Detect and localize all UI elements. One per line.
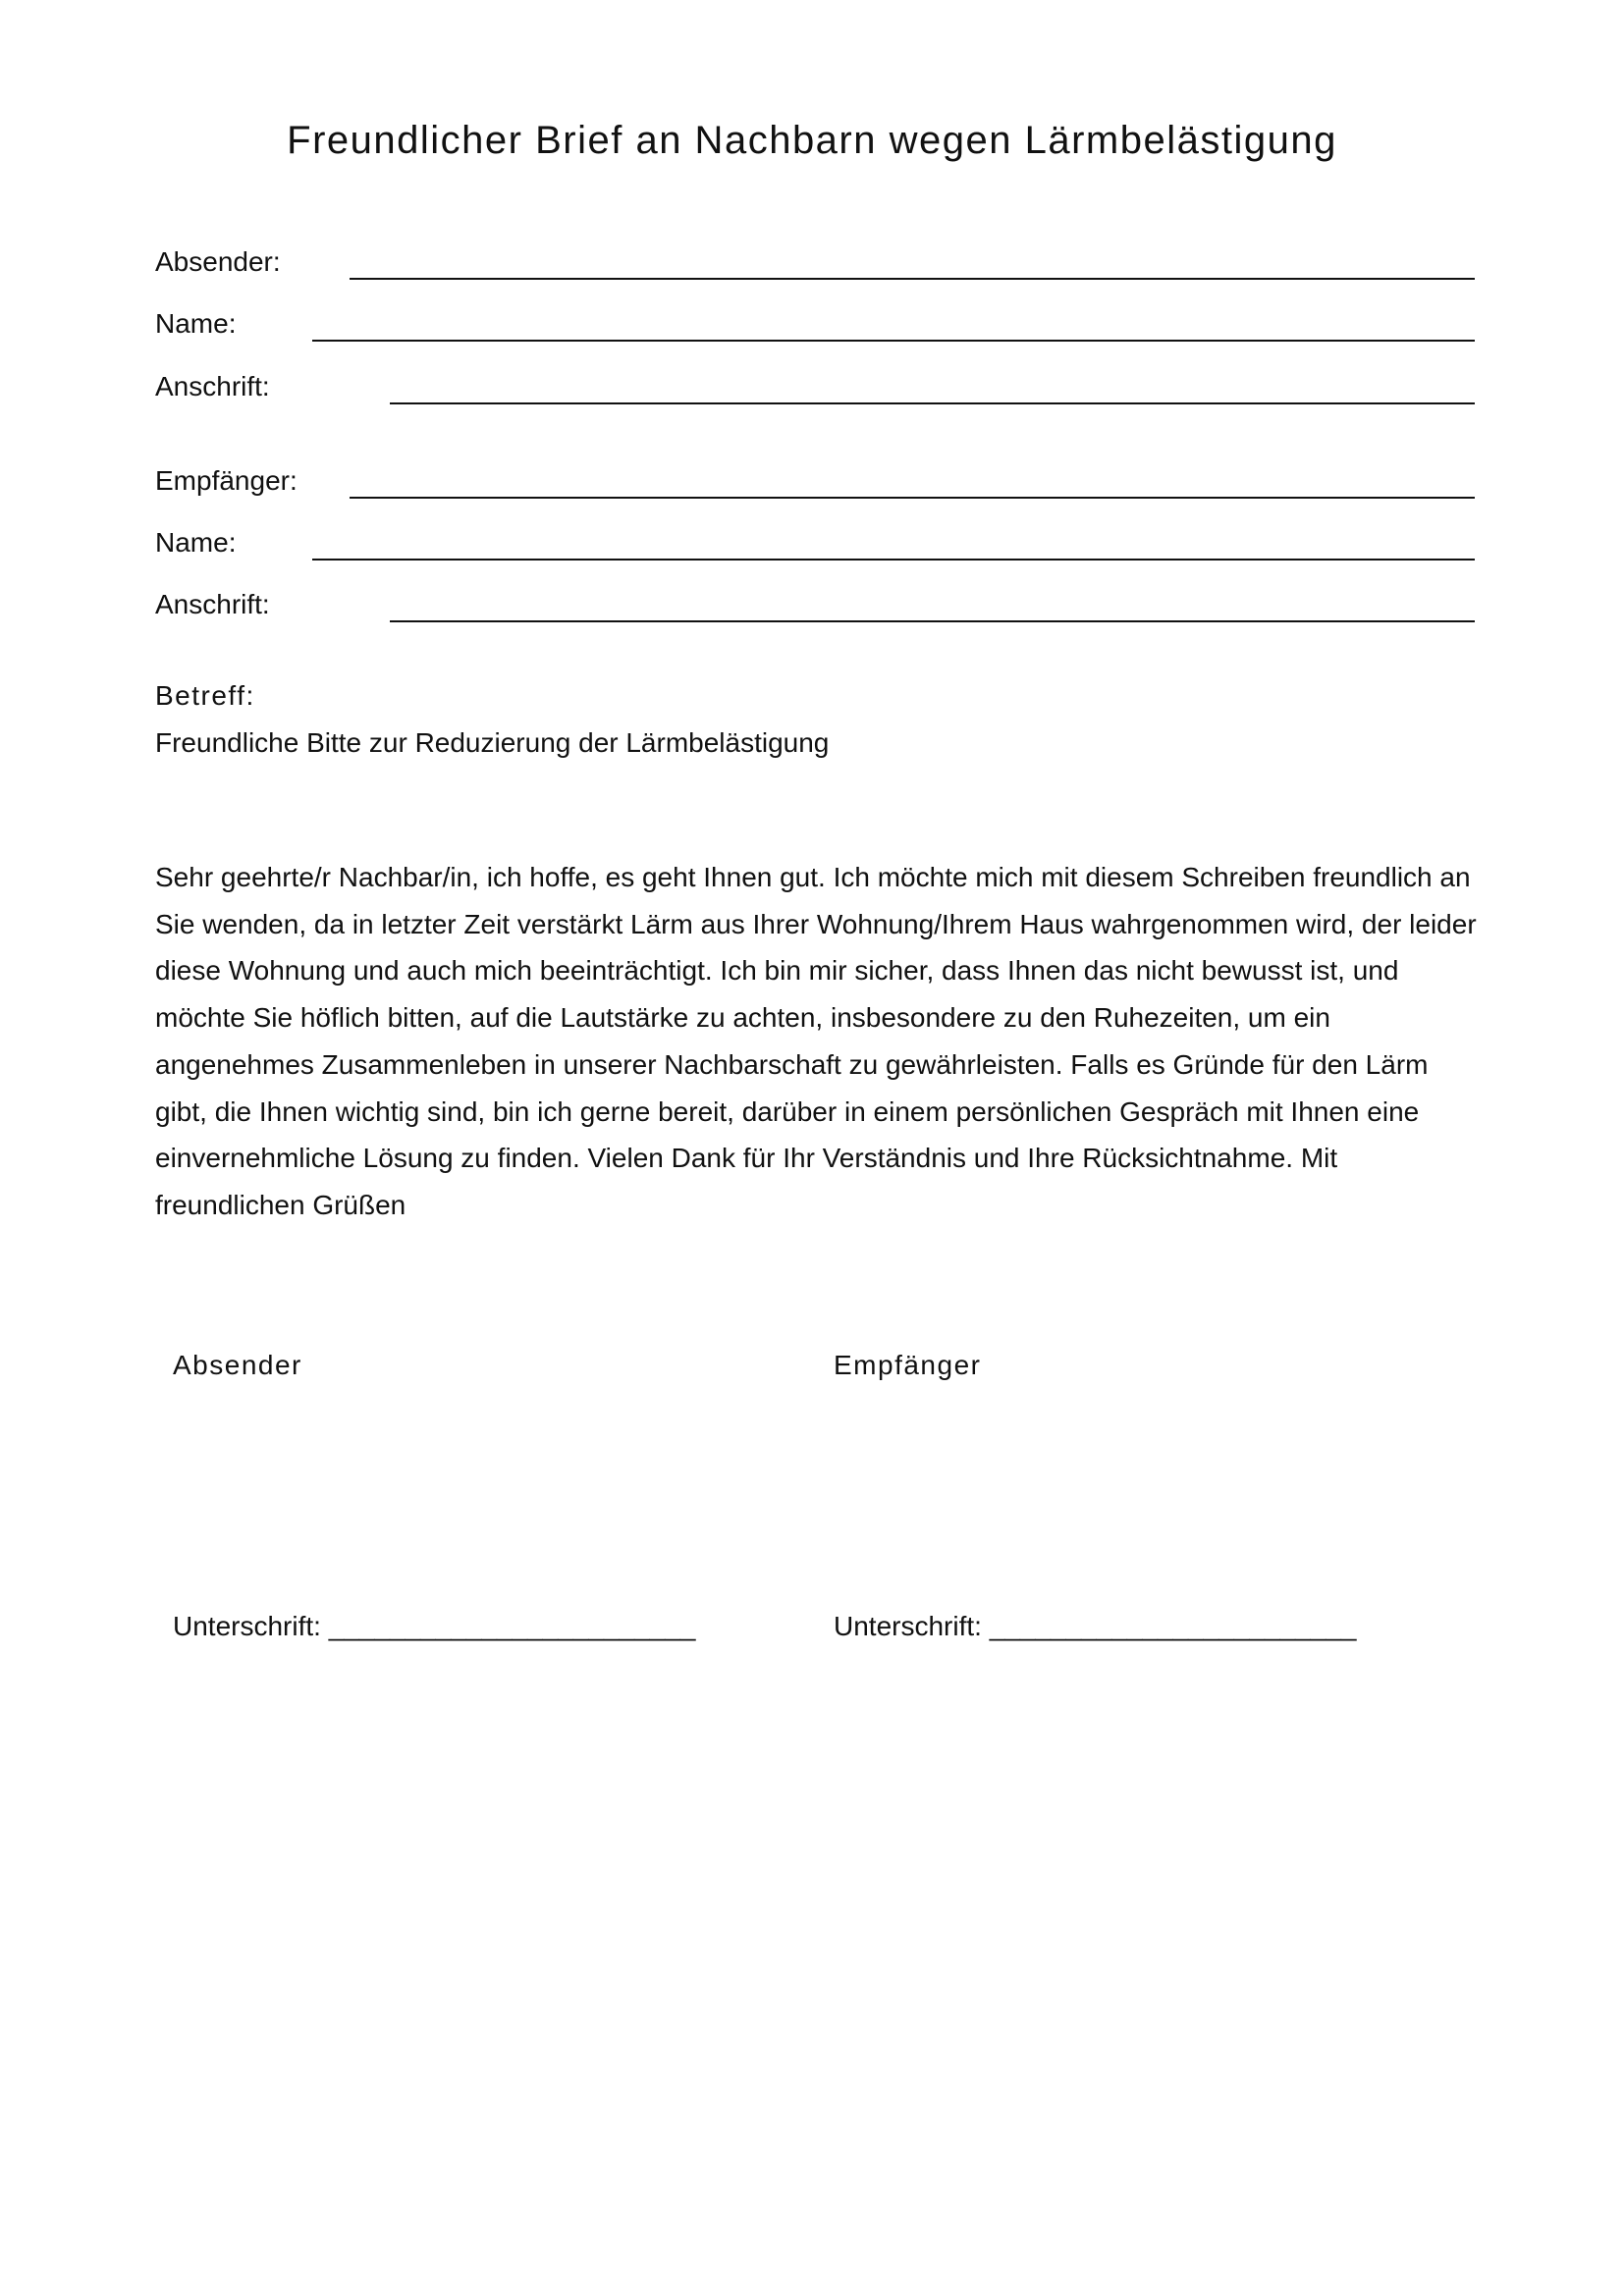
recipient-field-line[interactable] — [350, 497, 1475, 499]
recipient-name-label: Name: — [155, 527, 237, 558]
sender-address-field-line[interactable] — [390, 402, 1475, 404]
sender-name-field-line[interactable] — [312, 340, 1475, 342]
recipient-address-label: Anschrift: — [155, 589, 270, 619]
letter-body: Sehr geehrte/r Nachbar/in, ich hoffe, es geht Ihnen gut. Ich möchte mich mit diesem Schreiben freundlich an Sie wenden, da in letzter Zeit verstärkt Lärm aus Ihrer Wohnung/Ihrem Haus wahrgenommen wird, der leider diese Wohnung und auch mich beeinträchtigt. Ich bin mir sicher, dass Ihnen das nicht bewusst ist, und möchte Sie höflich bitten, auf die Lautstärke zu achten, insbesondere zu den Ruhezeiten, um ein angenehmes Zusammenleben in unserer Nachbarschaft zu gewährleisten. Falls es Gründe für den Lärm gibt, die Ihnen wichtig sind, bin ich gerne bereit, darüber in einem persönlichen Gespräch mit Ihnen eine einvernehmliche Lösung zu finden. Vielen Dank für Ihr Verständnis und Ihre Rücksichtnahme. Mit freundlichen Grüßen — [155, 862, 1477, 1220]
recipient-signature-line[interactable]: Unterschrift: ________________________ — [834, 1611, 1357, 1641]
document-title: Freundlicher Brief an Nachbarn wegen Lärmbelästigung — [287, 119, 1337, 162]
recipient-signature-heading: Empfänger — [834, 1350, 982, 1380]
sender-signature-heading: Absender — [173, 1350, 302, 1380]
recipient-address-field-line[interactable] — [390, 620, 1475, 622]
recipient-heading-label: Empfänger: — [155, 465, 298, 496]
sender-address-label: Anschrift: — [155, 371, 270, 401]
sender-name-label: Name: — [155, 308, 237, 339]
subject-heading: Betreff: — [155, 680, 255, 711]
sender-signature-line[interactable]: Unterschrift: ________________________ — [173, 1611, 696, 1641]
recipient-name-field-line[interactable] — [312, 559, 1475, 561]
sender-field-line[interactable] — [350, 278, 1475, 280]
subject-text: Freundliche Bitte zur Reduzierung der Lärmbelästigung — [155, 727, 830, 758]
sender-heading-label: Absender: — [155, 246, 281, 277]
